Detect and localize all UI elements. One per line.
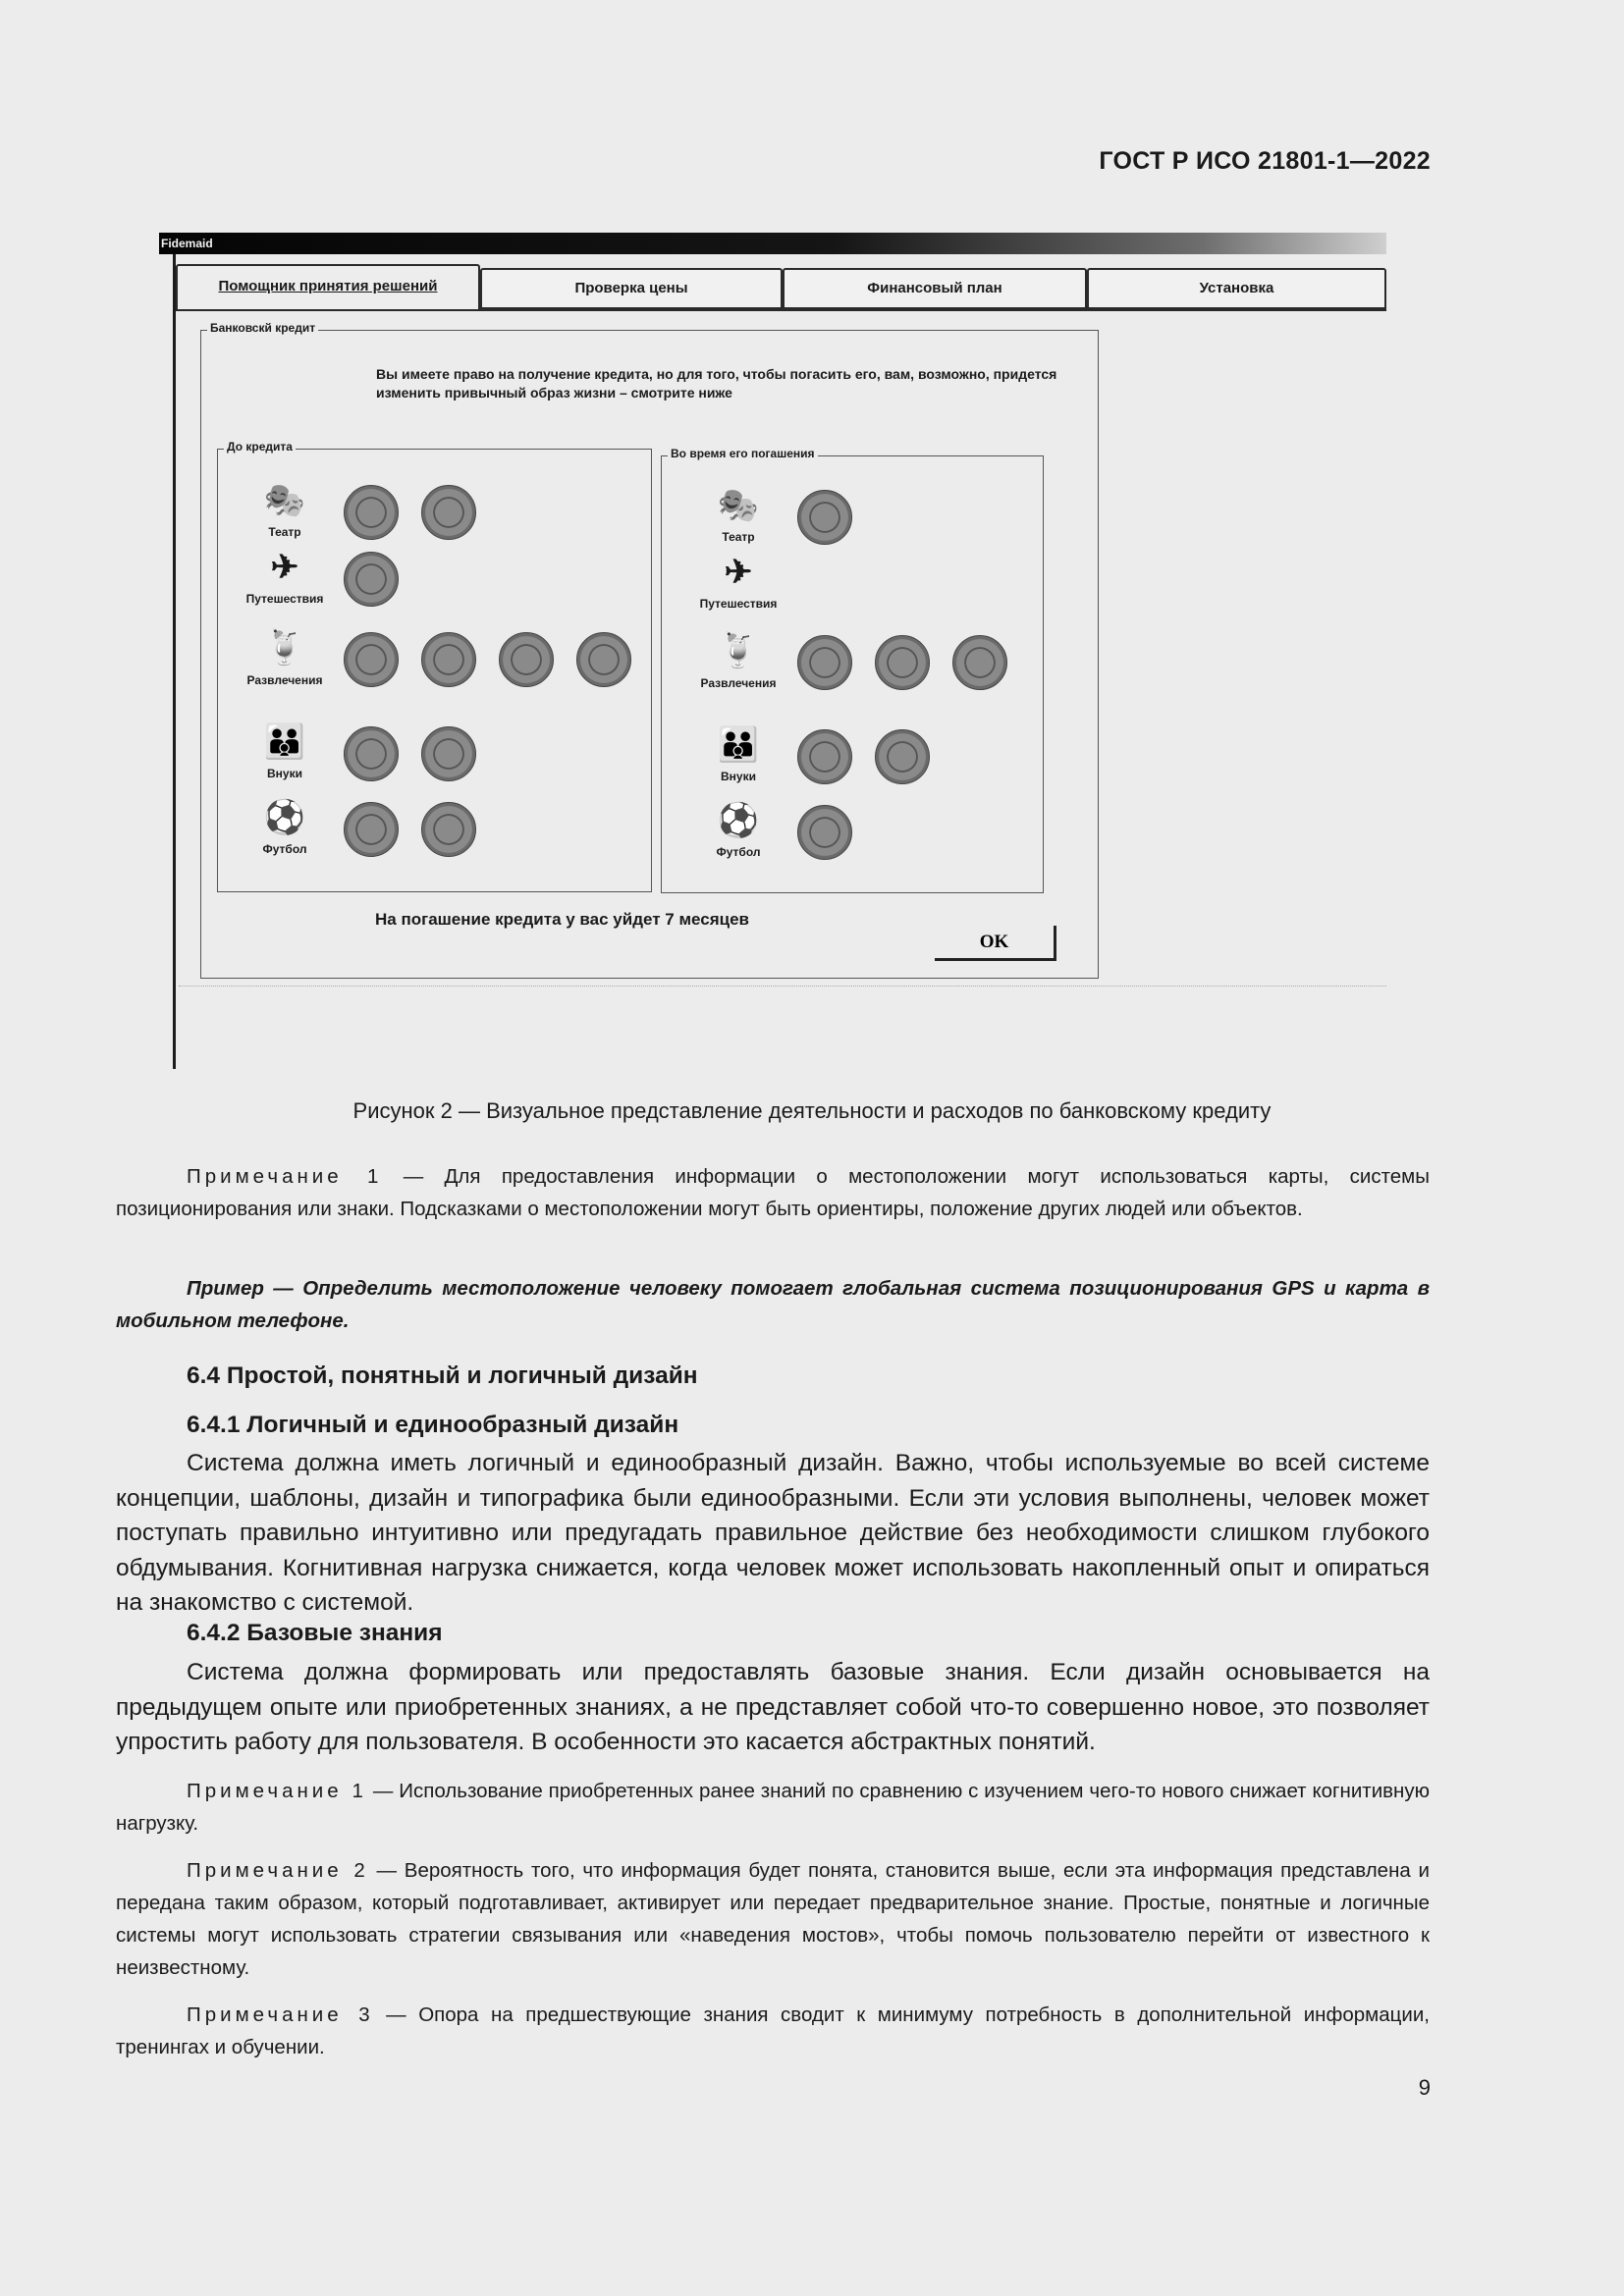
window-titlebar: Fidemaid bbox=[159, 233, 1386, 254]
before-activity-coin bbox=[344, 485, 399, 540]
repayment-summary: На погашение кредита у вас уйдет 7 месяцев bbox=[375, 910, 749, 929]
during-repayment-label: Во время его погашения bbox=[668, 447, 818, 460]
during-category-label: Развлечения bbox=[700, 676, 777, 690]
during-category-5 bbox=[689, 800, 787, 859]
before-category-4 bbox=[236, 721, 334, 780]
window-border bbox=[173, 254, 176, 1069]
note-1 bbox=[116, 1160, 1430, 1225]
before-category-3 bbox=[236, 627, 334, 687]
before-activity-coin bbox=[421, 632, 476, 687]
paragraph-6-4-1 bbox=[116, 1446, 1430, 1621]
during-category-2 bbox=[689, 552, 787, 611]
football-icon: ⚽ bbox=[263, 799, 306, 836]
before-category-label: Театр bbox=[268, 525, 301, 539]
credit-message-line1: Вы имеете право на получение кредита, но для того, чтобы погасить его, вам, возможно, придется bbox=[376, 366, 1057, 382]
paragraph-6-4-2 bbox=[116, 1655, 1430, 1760]
heading-6-4-1: 6.4.1 Логичный и единообразный дизайн bbox=[187, 1412, 679, 1438]
grandchildren-icon: 👪 bbox=[717, 726, 760, 764]
before-category-1 bbox=[236, 480, 334, 539]
tab-financial-plan[interactable]: Финансовый план bbox=[783, 268, 1087, 309]
before-category-label: Развлечения bbox=[246, 673, 323, 687]
entertainment-icon: 🍹 bbox=[717, 632, 760, 669]
note-1b-text: — Использование приобретенных ранее знаний по сравнению с изучением чего-то нового снижает когнитивную нагрузку. bbox=[116, 1780, 1430, 1835]
paragraph-6-4-1-text: Система должна иметь логичный и единообразный дизайн. Важно, чтобы используемые во всей системе концепции, шаблоны, дизайн и типографика были единообразными. Если эти условия выполнены, человек может поступать правильно интуитивно или предугадать правильное действие без необходимости слишком глубокого обдумывания. Когнитивная нагрузка снижается, когда человек может использовать накопленный опыт и опираться на знакомство с системой. bbox=[116, 1450, 1430, 1616]
grandchildren-icon: 👪 bbox=[263, 723, 306, 761]
theatre-icon: 🎭 bbox=[717, 487, 760, 524]
before-category-5 bbox=[236, 797, 334, 856]
before-activity-coin bbox=[344, 802, 399, 857]
note-1b bbox=[116, 1775, 1430, 1840]
football-icon: ⚽ bbox=[717, 802, 760, 839]
during-category-label: Футбол bbox=[716, 845, 761, 859]
airplane-icon: ✈ bbox=[724, 554, 753, 591]
note-3-head: Примечание 3 bbox=[187, 2003, 374, 2026]
example bbox=[116, 1272, 1430, 1337]
heading-6-4: 6.4 Простой, понятный и логичный дизайн bbox=[187, 1362, 698, 1389]
tab-decision-helper[interactable]: Помощник принятия решений bbox=[176, 264, 480, 311]
before-credit-label: До кредита bbox=[224, 440, 296, 454]
during-category-1 bbox=[689, 485, 787, 544]
credit-message-line2: изменить привычный образ жизни – смотрите ниже bbox=[376, 385, 732, 400]
before-activity-coin bbox=[421, 802, 476, 857]
during-category-4 bbox=[689, 724, 787, 783]
tab-underline bbox=[176, 309, 1386, 311]
during-activity-coin bbox=[952, 635, 1007, 690]
before-category-2 bbox=[236, 547, 334, 606]
before-activity-coin bbox=[576, 632, 631, 687]
entertainment-icon: 🍹 bbox=[263, 629, 306, 667]
before-activity-coin bbox=[421, 726, 476, 781]
during-category-label: Путешествия bbox=[699, 597, 778, 611]
bank-credit-group-label: Банковскй кредит bbox=[207, 321, 318, 335]
during-activity-coin bbox=[875, 729, 930, 784]
before-category-label: Путешествия bbox=[245, 592, 324, 606]
during-category-3 bbox=[689, 630, 787, 690]
page-number: 9 bbox=[1418, 2075, 1431, 2100]
during-category-label: Внуки bbox=[721, 770, 756, 783]
during-category-label: Театр bbox=[722, 530, 755, 544]
before-activity-coin bbox=[499, 632, 554, 687]
before-activity-coin bbox=[421, 485, 476, 540]
tab-price-check[interactable]: Проверка цены bbox=[480, 268, 783, 309]
during-activity-coin bbox=[797, 805, 852, 860]
example-text: Пример — Определить местоположение человеку помогает глобальная система позиционирования GPS и карта в мобильном телефоне. bbox=[116, 1277, 1430, 1332]
airplane-icon: ✈ bbox=[270, 549, 299, 586]
document-header: ГОСТ Р ИСО 21801-1—2022 bbox=[1099, 147, 1431, 175]
credit-message bbox=[376, 365, 1181, 402]
figure-caption: Рисунок 2 — Визуальное представление деятельности и расходов по банковскому кредиту bbox=[352, 1098, 1272, 1123]
during-activity-coin bbox=[797, 490, 852, 545]
note-1-head: Примечание 1 bbox=[187, 1165, 383, 1188]
during-activity-coin bbox=[797, 635, 852, 690]
before-activity-coin bbox=[344, 726, 399, 781]
tab-bar bbox=[176, 264, 1386, 309]
ok-button[interactable]: OK bbox=[935, 926, 1056, 961]
theatre-icon: 🎭 bbox=[263, 482, 306, 519]
window-bottom-edge bbox=[179, 986, 1386, 987]
before-activity-coin bbox=[344, 632, 399, 687]
before-category-label: Внуки bbox=[267, 767, 302, 780]
note-1-text: — Для предоставления информации о местоположении могут использоваться карты, системы позиционирования или знаки. Подсказками о местоположении могут быть ориентиры, положение других людей или объектов. bbox=[116, 1165, 1430, 1220]
figure-screenshot bbox=[159, 233, 1386, 1077]
note-3 bbox=[116, 1999, 1430, 2063]
note-2-head: Примечание 2 bbox=[187, 1859, 369, 1882]
before-activity-coin bbox=[344, 552, 399, 607]
note-3-text: — Опора на предшествующие знания сводит к минимуму потребность в дополнительной информации, тренингах и обучении. bbox=[116, 2003, 1430, 2058]
during-activity-coin bbox=[875, 635, 930, 690]
heading-6-4-2: 6.4.2 Базовые знания bbox=[187, 1620, 443, 1646]
note-2-text: — Вероятность того, что информация будет понята, становится выше, если эта информация представлена и передана таким образом, который подготавливает, активирует или передает предварительное знание. Простые, понятные и логичные системы могут использовать стратегии связывания или «наведения мостов», чтобы помочь пользователю перейти от известного к неизвестному. bbox=[116, 1859, 1430, 1979]
during-activity-coin bbox=[797, 729, 852, 784]
note-1b-head: Примечание 1 bbox=[187, 1780, 367, 1802]
paragraph-6-4-2-text: Система должна формировать или предоставлять базовые знания. Если дизайн основывается на предыдущем опыте или приобретенных знаниях, а не представляет собой что-то совершенно новое, это позволяет упростить работу для пользователя. В особенности это касается абстрактных понятий. bbox=[116, 1659, 1430, 1755]
before-category-label: Футбол bbox=[262, 842, 307, 856]
note-2 bbox=[116, 1854, 1430, 1984]
tab-settings[interactable]: Установка bbox=[1087, 268, 1386, 309]
